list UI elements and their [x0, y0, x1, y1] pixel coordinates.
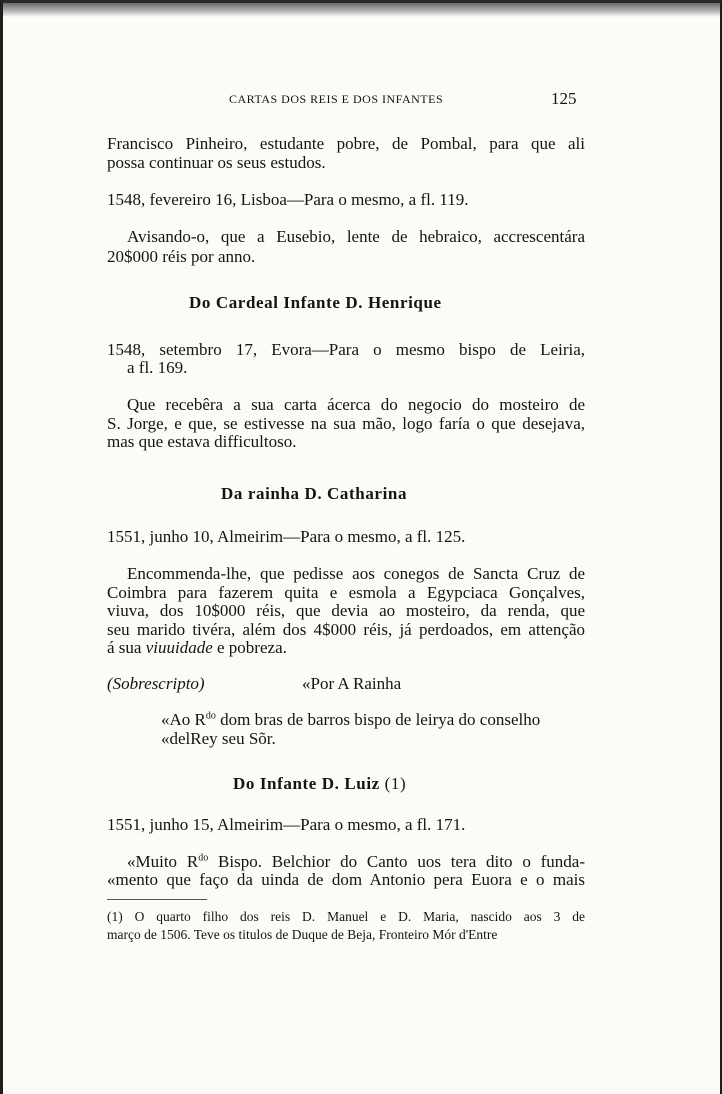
letter-entry: a fl. 169.: [127, 358, 188, 377]
footnote-line: (1) O quarto filho dos reis D. Manuel e D. Maria, nascido aos 3 de: [107, 909, 585, 924]
paragraph-line: Avisando-o, que a Eusebio, lente de hebraico, accrescentára: [127, 227, 585, 246]
paragraph-line: Que recebêra a sua carta ácerca do negocio do mosteiro de: [127, 395, 585, 414]
letter-entry: 1548, setembro 17, Evora—Para o mesmo bispo de Leiria,: [107, 340, 585, 359]
sobrescripto-text: «Por A Rainha: [302, 674, 402, 693]
page-number: 125: [551, 89, 577, 108]
paragraph-line: viuva, dos 10$000 réis, que devia ao mosteiro, da renda, que: [107, 601, 585, 620]
footnote-divider: [107, 899, 207, 900]
text-run: «Ao R: [161, 710, 206, 729]
sobrescripto-label: [107, 674, 205, 694]
text-run: á sua: [107, 638, 146, 657]
text-run: dom bras de barros bispo de leirya do conselho: [215, 710, 541, 729]
paragraph-line: mas que estava difficultoso.: [107, 432, 297, 451]
text-run: Bispo. Belchior do Canto uos tera dito o funda-: [208, 852, 585, 871]
section-heading: Do Cardeal Infante D. Henrique: [189, 293, 442, 312]
running-title: CARTAS DOS REIS E DOS INFANTES: [229, 92, 444, 106]
section-heading: Da rainha D. Catharina: [221, 484, 408, 503]
paragraph-line: [107, 638, 585, 658]
footnote-ref: (1): [384, 774, 407, 793]
section-heading: [233, 774, 406, 794]
italic-word: viuuidade: [145, 638, 213, 657]
superscript: do: [198, 852, 209, 864]
text-run: «Muito R: [127, 852, 199, 871]
footnote-line: março de 1506. Teve os titulos de Duque de Beja, Fronteiro Mór d'Entre: [107, 927, 498, 942]
paragraph-line: Francisco Pinheiro, estudante pobre, de Pombal, para que ali: [107, 134, 585, 153]
paragraph-line: possa continuar os seus estudos.: [107, 153, 326, 172]
paragraph-line: «mento que faço da uinda de dom Antonio pera Euora e o mais: [107, 870, 585, 889]
paragraph-line: [127, 852, 585, 872]
letter-entry: 1551, junho 15, Almeirim—Para o mesmo, a fl. 171.: [107, 815, 466, 834]
heading-text: Do Infante D. Luiz: [233, 774, 380, 793]
superscript: do: [205, 710, 216, 722]
paragraph-line: Coimbra para fazerem quita e esmola a Egypciaca Gonçalves,: [107, 583, 585, 602]
paragraph-line: Encommenda-lhe, que pedisse aos conegos de Sancta Cruz de: [127, 564, 585, 583]
scan-edge: [3, 3, 720, 17]
sobrescripto-label-text: (Sobrescripto): [107, 674, 205, 693]
paragraph-line: 20$000 réis por anno.: [107, 247, 256, 266]
address-line: «delRey seu Sõr.: [161, 729, 276, 748]
letter-entry: 1551, junho 10, Almeirim—Para o mesmo, a fl. 125.: [107, 527, 466, 546]
paragraph-line: S. Jorge, e que, se estivesse na sua mão, logo faría o que desejava,: [107, 414, 585, 433]
paragraph-line: seu marido tivéra, além dos 4$000 réis, já perdoados, em attenção: [107, 620, 585, 639]
text-run: e pobreza.: [212, 638, 287, 657]
letter-entry: 1548, fevereiro 16, Lisboa—Para o mesmo, a fl. 119.: [107, 190, 469, 209]
address-line: [161, 710, 585, 730]
